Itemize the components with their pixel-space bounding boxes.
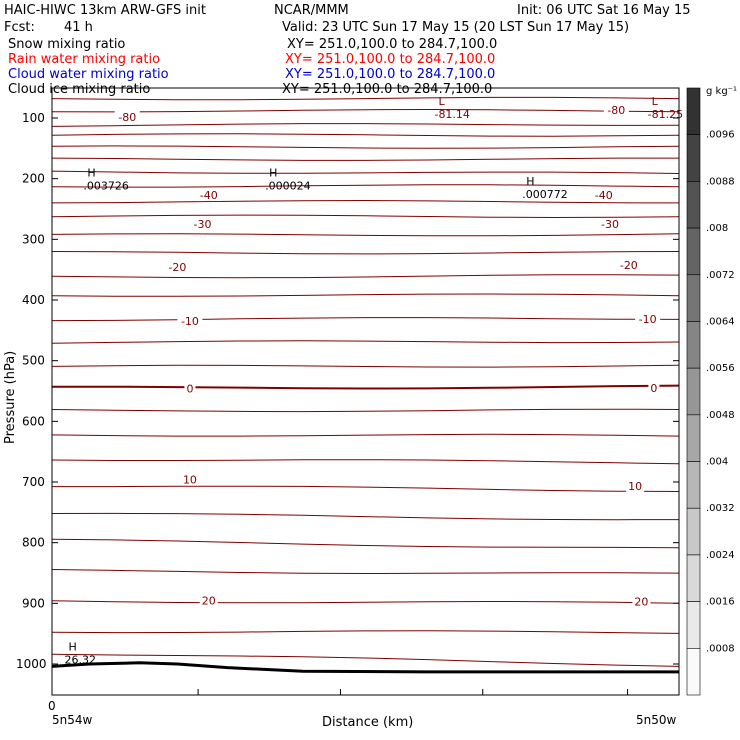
colorbar-level-3: .0072	[706, 269, 735, 281]
extremum-value-1: -81.25	[647, 108, 684, 122]
colorbar	[687, 88, 735, 695]
temp-label-13: 10	[628, 480, 643, 494]
isotherm-line-18	[52, 409, 679, 411]
colorbar-level-6: .0048	[706, 409, 735, 421]
extremum-mark-3: H	[269, 166, 278, 180]
temp-label-7: -20	[619, 258, 638, 272]
colorbar-level-7: .004	[706, 456, 729, 468]
isotherm-line-27	[52, 654, 679, 666]
y-tick-label-600: 600	[22, 414, 45, 429]
y-tick-label-900: 900	[22, 596, 45, 611]
isotherm-line-11	[52, 252, 679, 254]
colorbar-level-0: .0096	[706, 129, 735, 141]
field-xy-rain: XY= 251.0,100.0 to 284.7,100.0	[285, 52, 496, 67]
colorbar-level-1: .0088	[706, 176, 735, 188]
extremum-mark-2: H	[87, 166, 96, 180]
colorbar-swatch-7	[687, 415, 700, 462]
x-left-location: 5n54w	[52, 713, 93, 727]
field-name-rain: Rain water mixing ratio	[8, 52, 161, 67]
colorbar-swatch-8	[687, 462, 700, 509]
extremum-mark-4: H	[526, 175, 535, 189]
y-tick-label-800: 800	[22, 535, 45, 550]
fcst-value: 41 h	[64, 20, 93, 35]
field-name-snow: Snow mixing ratio	[8, 37, 126, 52]
temp-label-11: 0	[650, 381, 658, 395]
temp-label-15: 20	[634, 595, 649, 609]
y-tick-label-100: 100	[22, 111, 45, 125]
isotherm-line-7	[52, 185, 679, 187]
isotherm-line-17	[52, 386, 679, 389]
x-right-location: 5n50w	[636, 713, 677, 727]
temp-label-0: -80	[118, 110, 137, 124]
y-tick-label-700: 700	[22, 475, 45, 489]
isotherm-line-24	[52, 570, 679, 574]
x-axis-label: Distance (km)	[322, 715, 414, 730]
valid-time: Valid: 23 UTC Sun 17 May 15 (20 LST Sun 17 May 15)	[282, 20, 630, 35]
colorbar-level-9: .0024	[706, 549, 735, 561]
isotherm-line-6	[52, 171, 679, 173]
extremum-value-0: -81.14	[434, 108, 470, 122]
x-origin-label: 0	[48, 699, 56, 713]
isotherm-line-19	[52, 434, 679, 436]
field-xy-cloud-water: XY= 251.0,100.0 to 284.7,100.0	[285, 67, 496, 82]
isotherm-line-21	[52, 486, 679, 491]
y-axis-label: Pressure (hPa)	[3, 350, 18, 444]
isotherm-line-2	[52, 124, 679, 127]
colorbar-unit: g kg⁻¹	[706, 86, 737, 97]
isotherm-line-25	[52, 601, 679, 604]
isotherm-line-14	[52, 318, 679, 321]
isotherm-line-10	[52, 234, 679, 236]
extremum-mark-5: H	[68, 640, 77, 654]
chart-title: HAIC-HIWC 13km ARW-GFS init	[4, 3, 206, 18]
isotherm-line-1	[52, 110, 679, 112]
plot-area	[16, 95, 683, 695]
init-time: Init: 06 UTC Sat 16 May 15	[517, 3, 691, 18]
isotherm-line-0	[52, 97, 679, 99]
field-name-cloud-ice: Cloud ice mixing ratio	[8, 82, 151, 97]
fcst-label: Fcst:	[4, 20, 35, 35]
isotherm-line-9	[52, 215, 679, 217]
isotherm-line-4	[52, 146, 679, 148]
temp-label-6: -20	[168, 261, 187, 275]
y-tick-label-500: 500	[22, 353, 45, 368]
colorbar-level-11: .0008	[706, 643, 735, 655]
temp-label-14: 20	[201, 594, 216, 608]
colorbar-level-10: .0016	[706, 596, 735, 608]
colorbar-swatch-6	[687, 368, 700, 415]
temp-label-12: 10	[182, 473, 197, 487]
colorbar-swatch-9	[687, 508, 700, 555]
colorbar-swatch-10	[687, 555, 700, 602]
temp-label-1: -80	[607, 104, 626, 118]
isotherm-line-26	[52, 631, 679, 634]
temp-label-2: -40	[199, 189, 218, 203]
plot-frame	[52, 88, 679, 695]
y-tick-label-400: 400	[22, 293, 45, 307]
temp-label-5: -30	[601, 218, 620, 232]
temp-label-8: -10	[180, 315, 199, 329]
isotherm-line-13	[52, 294, 679, 296]
colorbar-swatch-5	[687, 321, 700, 368]
field-xy-snow: XY= 251.0,100.0 to 284.7,100.0	[287, 37, 498, 52]
colorbar-swatch-1	[687, 135, 700, 182]
colorbar-level-4: .0064	[706, 316, 735, 328]
y-tick-label-200: 200	[22, 171, 45, 186]
extremum-value-2: .003726	[83, 179, 129, 193]
isotherm-line-22	[52, 513, 679, 519]
isotherm-line-15	[52, 341, 679, 343]
extremum-mark-0: L	[438, 95, 445, 109]
temp-label-10: 0	[186, 382, 194, 396]
isotherm-line-5	[52, 158, 679, 160]
colorbar-swatch-2	[687, 181, 700, 228]
isotherm-line-8	[52, 201, 679, 203]
temp-label-4: -30	[193, 218, 212, 232]
colorbar-swatch-4	[687, 275, 700, 322]
colorbar-level-2: .008	[706, 223, 729, 235]
temp-label-9: -10	[638, 312, 657, 326]
extremum-value-3: .000024	[265, 179, 311, 193]
field-xy-cloud-ice: XY= 251.0,100.0 to 284.7,100.0	[282, 82, 493, 97]
extremum-value-4: .000772	[522, 188, 568, 202]
colorbar-level-8: .0032	[706, 503, 735, 515]
isotherm-line-12	[52, 275, 679, 278]
isotherm-line-3	[52, 134, 679, 136]
isotherm-line-23	[52, 539, 679, 548]
colorbar-swatch-11	[687, 602, 700, 649]
colorbar-swatch-0	[687, 88, 700, 135]
y-tick-label-300: 300	[22, 232, 45, 247]
field-name-cloud-water: Cloud water mixing ratio	[8, 67, 169, 82]
colorbar-swatch-3	[687, 228, 700, 275]
org-label: NCAR/MMM	[274, 3, 349, 18]
colorbar-level-5: .0056	[706, 363, 735, 375]
y-tick-label-1000: 1000	[16, 657, 47, 671]
isotherm-line-20	[52, 460, 679, 464]
extremum-mark-1: L	[651, 95, 658, 109]
colorbar-swatch-12	[687, 648, 700, 695]
isotherm-line-16	[52, 365, 679, 367]
extremum-value-5: 26.32	[64, 653, 97, 667]
temp-label-3: -40	[594, 189, 613, 203]
